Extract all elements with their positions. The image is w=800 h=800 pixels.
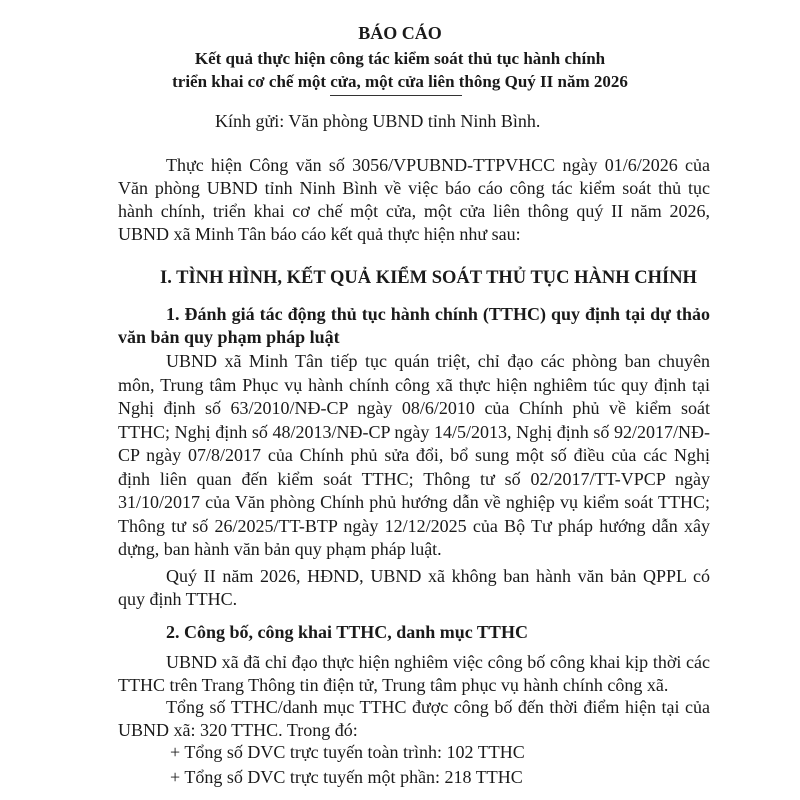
section-1-1-paragraph-2: Quý II năm 2026, HĐND, UBND xã không ban hành văn bản QPPL có quy định TTHC. bbox=[118, 566, 710, 609]
section-1-2-paragraph-1: UBND xã đã chỉ đạo thực hiện nghiêm việc công bố công khai kịp thời các TTHC trên Trang Thông tin điện tử, Trung tâm phục vụ hành chính công xã. bbox=[118, 652, 710, 695]
section-1-2-heading: 2. Công bố, công khai TTHC, danh mục TTHC bbox=[166, 622, 528, 642]
section-1-1-heading: 1. Đánh giá tác động thủ tục hành chính (TTHC) quy định tại dự thảo văn bản quy phạm pháp luật bbox=[118, 304, 710, 347]
report-title: BÁO CÁO bbox=[358, 23, 442, 43]
section-1-heading: I. TÌNH HÌNH, KẾT QUẢ KIỂM SOÁT THỦ TỤC HÀNH CHÍNH bbox=[160, 268, 697, 288]
section-1-2-paragraph-2: Tổng số TTHC/danh mục TTHC được công bố đến thời điểm hiện tại của UBND xã: 320 TTHC. Trong đó: bbox=[118, 697, 710, 740]
subtitle-line-1: Kết quả thực hiện công tác kiểm soát thủ tục hành chính bbox=[194, 49, 606, 68]
report-subtitle bbox=[0, 47, 800, 93]
subtitle-line-2: triển khai cơ chế một cửa, một cửa liên thông Quý II năm 2026 bbox=[172, 72, 628, 91]
section-1-1-paragraph-1: UBND xã Minh Tân tiếp tục quán triệt, chỉ đạo các phòng ban chuyên môn, Trung tâm Phục vụ hành chính công xã thực hiện nghiêm túc quy định tại Nghị định số 63/2010/NĐ-CP ngày 08/6/2010 của Chính phủ về kiểm soát TTHC; Nghị định số 48/2013/NĐ-CP ngày 14/5/2013, Nghị định số 92/2017/NĐ-CP ngày 07/8/2017 của Chính phủ sửa đổi, bổ sung một số điều của các Nghị định liên quan đến kiểm soát TTHC; Thông tư số 02/2017/TT-VPCP ngày 31/10/2017 của Văn phòng Chính phủ hướng dẫn về nghiệp vụ kiểm soát TTHC; Thông tư số 26/2025/TT-BTP ngày 12/12/2025 của Bộ Tư pháp hướng dẫn xây dựng, ban hành văn bản quy phạm pháp luật. bbox=[118, 351, 710, 559]
intro-paragraph: Thực hiện Công văn số 3056/VPUBND-TTPVHCC ngày 01/6/2026 của Văn phòng UBND tỉnh Ninh Bình về việc báo cáo công tác kiểm soát thủ tục hành chính, triển khai cơ chế một cửa, một cửa liên thông quý II năm 2026, UBND xã Minh Tân báo cáo kết quả thực hiện như sau: bbox=[118, 155, 710, 244]
recipient-line: Kính gửi: Văn phòng UBND tỉnh Ninh Bình. bbox=[215, 111, 541, 131]
list-item-partial-online: + Tổng số DVC trực tuyến một phần: 218 TTHC bbox=[170, 767, 523, 787]
list-item-full-online: + Tổng số DVC trực tuyến toàn trình: 102 TTHC bbox=[170, 742, 525, 762]
title-underline bbox=[330, 95, 462, 96]
